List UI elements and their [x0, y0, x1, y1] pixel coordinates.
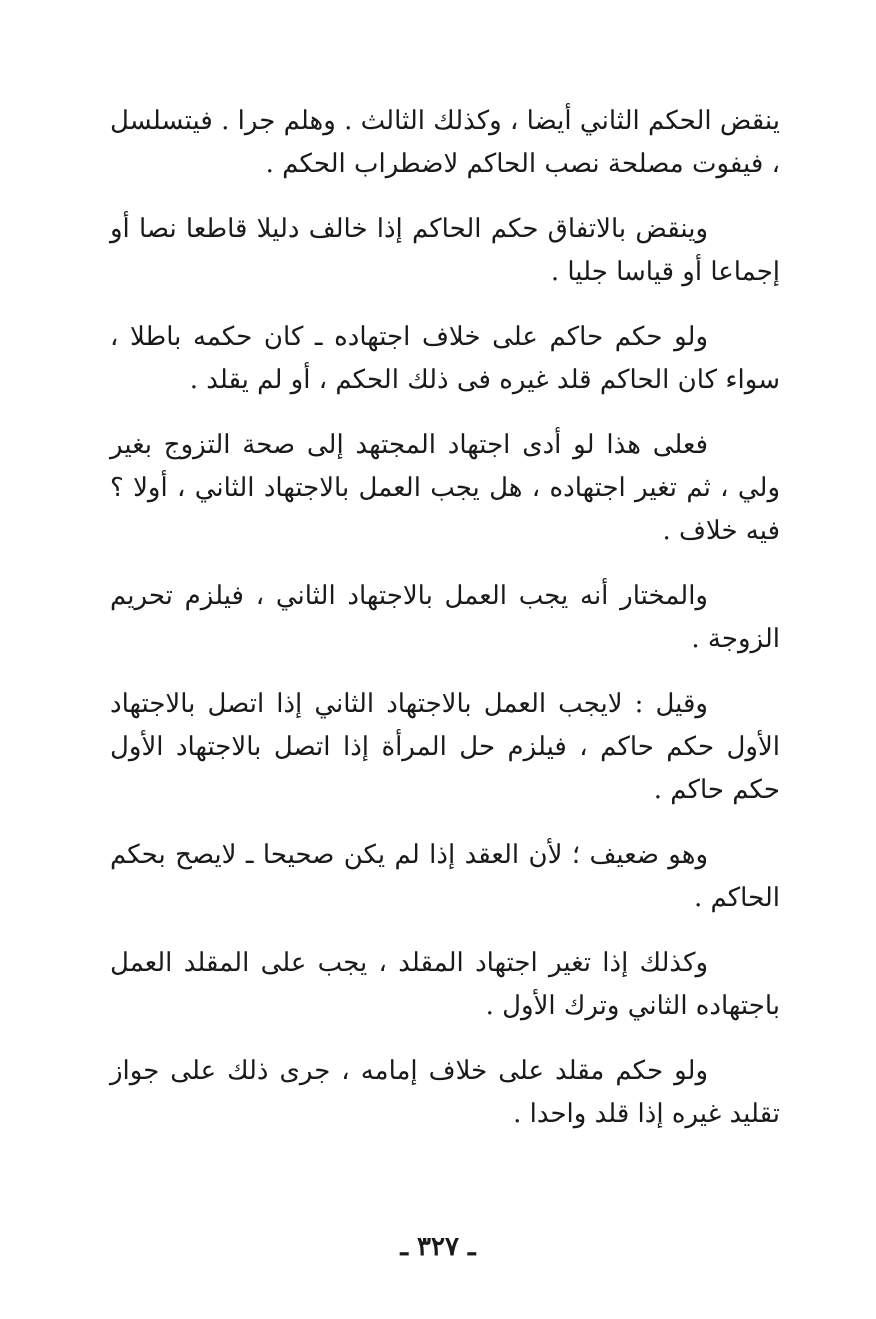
paragraph-2: وينقض بالاتفاق حكم الحاكم إذا خالف دليلا قاطعا نصا أو إجماعا أو قياسا جليا . [110, 214, 780, 287]
paragraph-1: ينقض الحكم الثاني أيضا ، وكذلك الثالث . وهلم جرا . فيتسلسل ، فيفوت مصلحة نصب الحاكم لاضطراب الحكم . [110, 106, 780, 179]
page-number: ـ ٣٢٧ ـ [400, 1232, 476, 1262]
paragraph-4: فعلى هذا لو أدى اجتهاد المجتهد إلى صحة التزوج بغير ولي ، ثم تغير اجتهاده ، هل يجب العمل بالاجتهاد الثاني ، أولا ؟ فيه خلاف . [110, 430, 780, 546]
paragraph-5: والمختار أنه يجب العمل بالاجتهاد الثاني ، فيلزم تحريم الزوجة . [110, 581, 780, 654]
paragraph-9: ولو حكم مقلد على خلاف إمامه ، جرى ذلك على جواز تقليد غيره إذا قلد واحدا . [110, 1056, 780, 1129]
page-body [110, 100, 780, 1158]
paragraph-8: وكذلك إذا تغير اجتهاد المقلد ، يجب على المقلد العمل باجتهاده الثاني وترك الأول . [110, 948, 780, 1021]
paragraph-3: ولو حكم حاكم على خلاف اجتهاده ـ كان حكمه باطلا ، سواء كان الحاكم قلد غيره فى ذلك الحكم ، أو لم يقلد . [110, 322, 780, 395]
paragraph-7: وهو ضعيف ؛ لأن العقد إذا لم يكن صحيحا ـ لايصح بحكم الحاكم . [110, 840, 780, 913]
paragraph-6: وقيل : لايجب العمل بالاجتهاد الثاني إذا اتصل بالاجتهاد الأول حكم حاكم ، فيلزم حل المرأة إذا اتصل بالاجتهاد الأول حكم حاكم . [110, 689, 780, 805]
